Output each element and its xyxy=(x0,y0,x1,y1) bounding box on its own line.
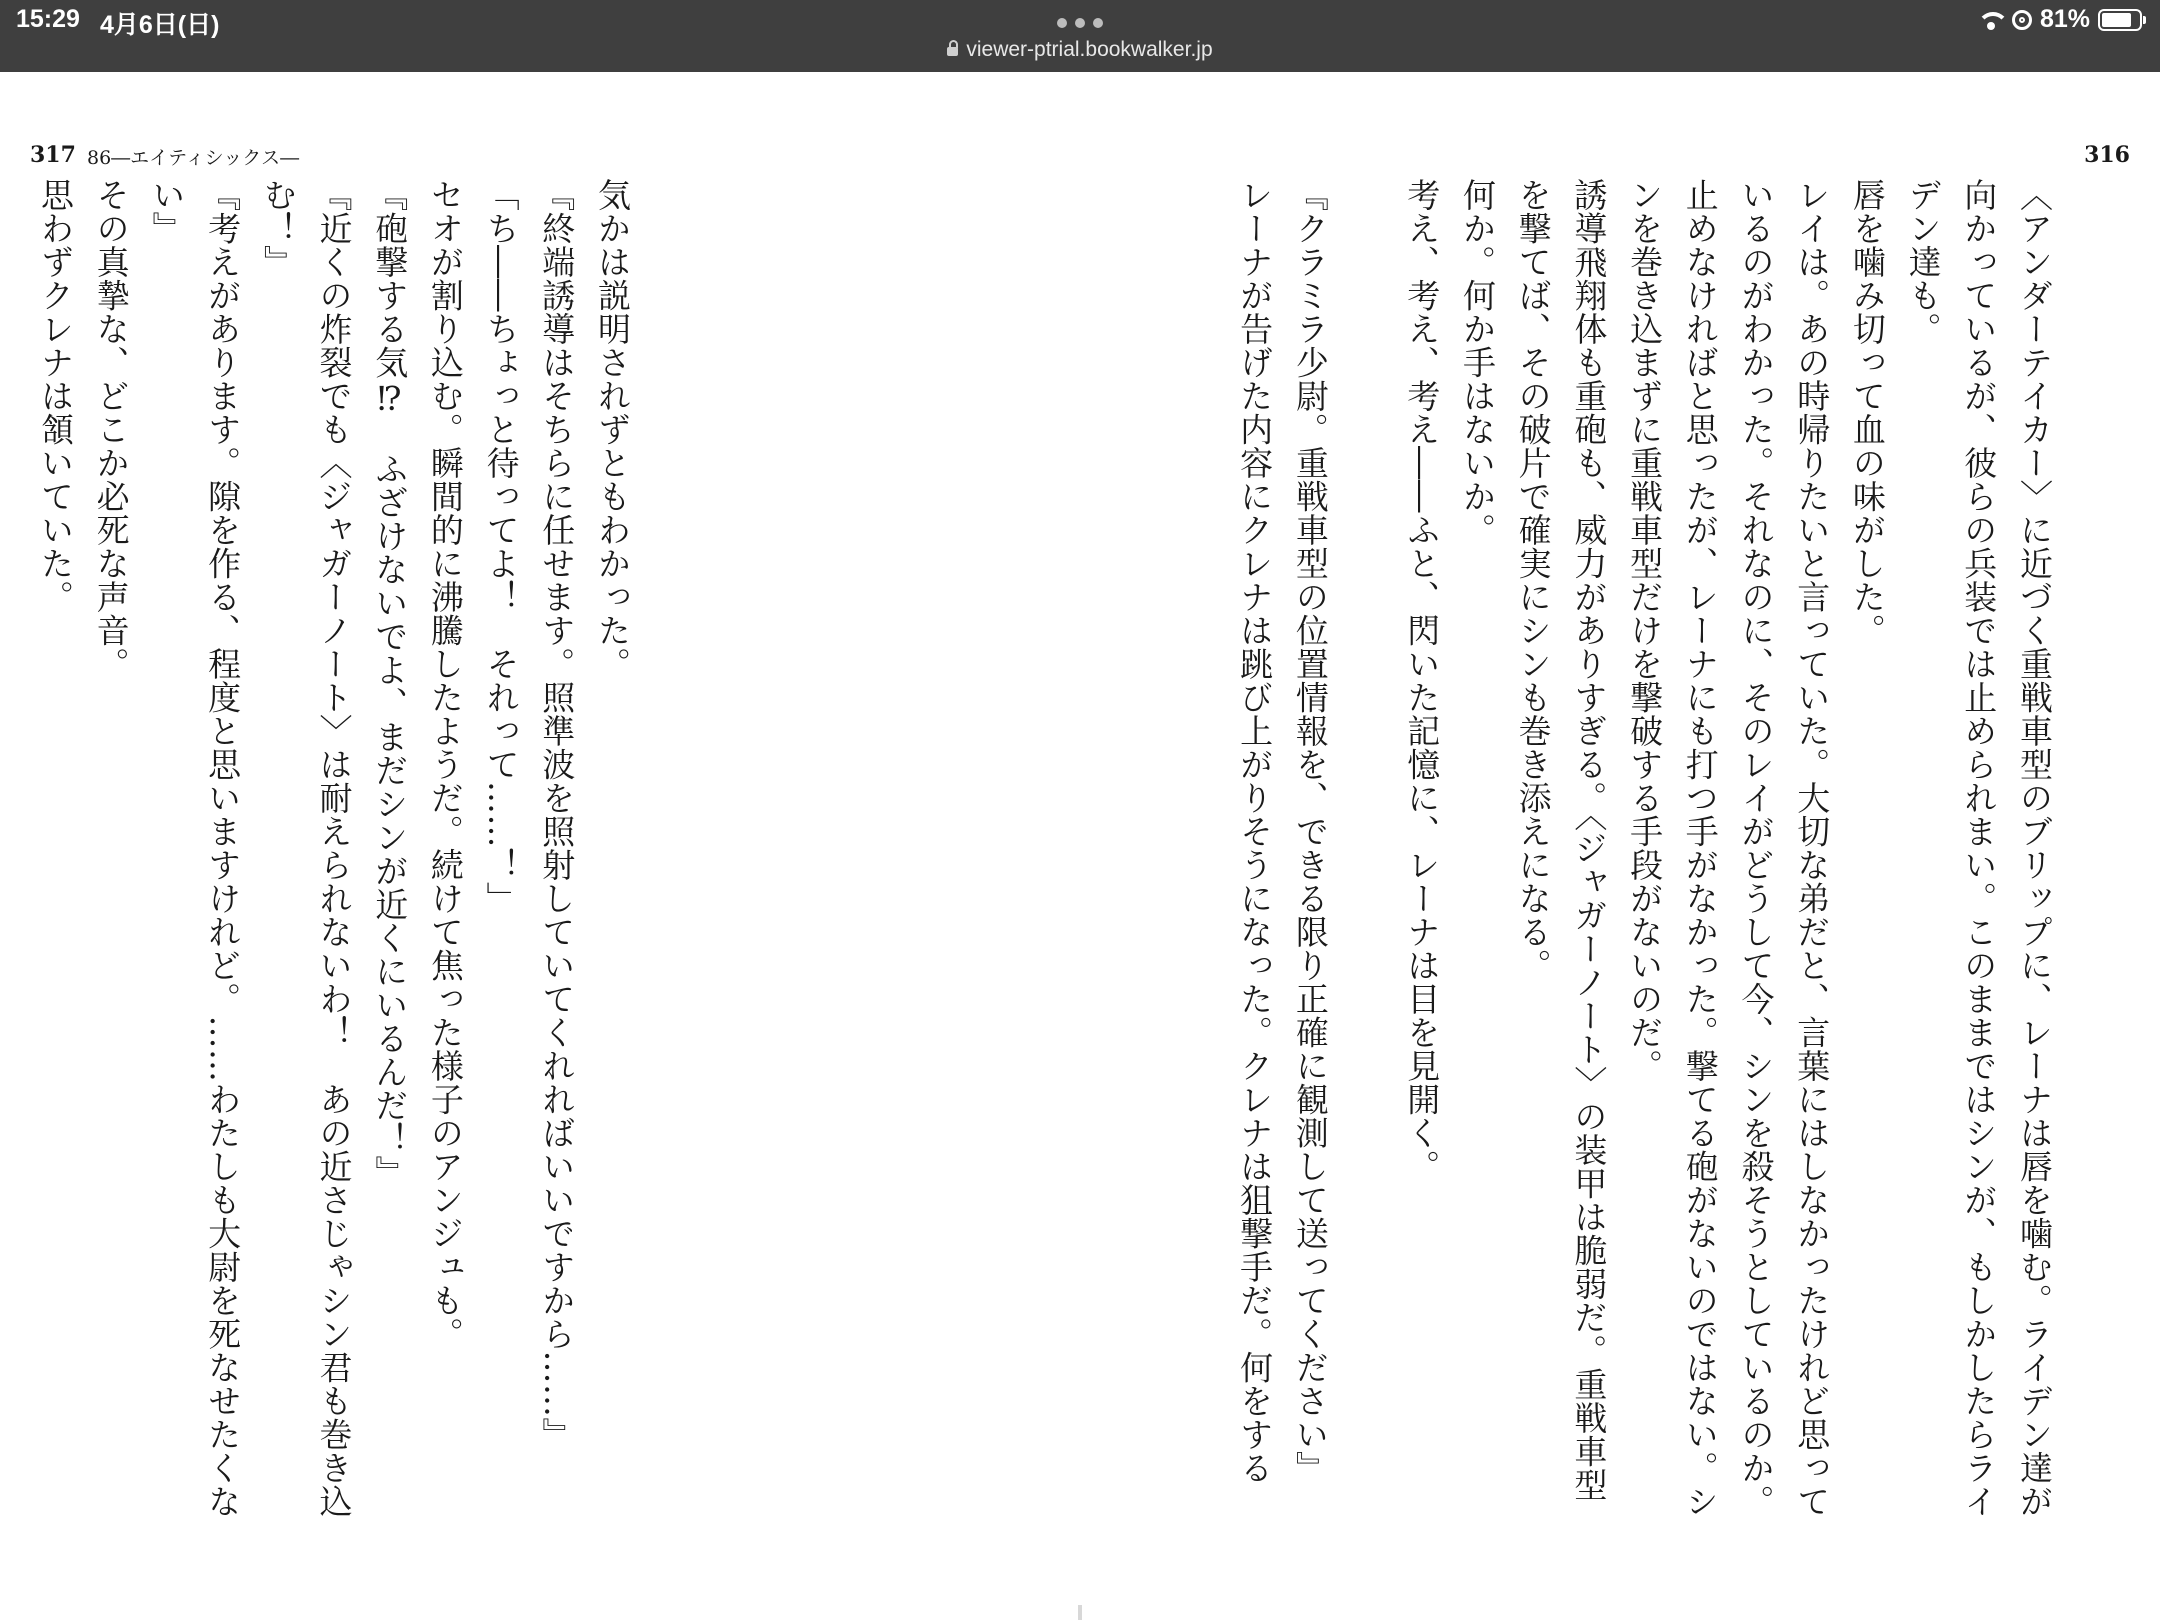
status-time: 15:29 xyxy=(16,5,80,33)
left-page-number: 317 xyxy=(30,142,76,168)
paragraph: 何か。何か手はないか。 xyxy=(1457,178,1497,547)
status-bar xyxy=(0,0,2160,72)
right-page-text xyxy=(1235,178,2062,1518)
left-page-text xyxy=(35,178,640,1518)
wifi-icon xyxy=(1978,10,2004,30)
page-indicator xyxy=(1078,1605,1082,1620)
paragraph xyxy=(0,178,27,1518)
lock-icon xyxy=(947,47,958,56)
paragraph: 『終端誘導はそちらに任せます。照準波を照射していてくれればいいですから……』 xyxy=(537,178,577,1451)
paragraph: 『考えがあります。隙を作る、程度と思いますけれど。……わたしも大尉を死なせたくない』 xyxy=(147,178,243,1518)
paragraph: 『近くの炸裂でも〈ジャガーノート〉は耐えられないわ！ あの近さじゃシン君も巻き込む！』 xyxy=(258,178,354,1518)
running-head: 86―エイティシックス― xyxy=(87,147,300,169)
url-text: viewer-ptrial.bookwalker.jp xyxy=(966,38,1213,61)
paragraph: その真摯な、どこか必死な声音。 xyxy=(91,178,131,681)
status-date: 4月6日(日) xyxy=(100,11,220,39)
paragraph: 思わずクレナは頷いていた。 xyxy=(35,178,75,614)
paragraph: 止めなければと思ったが、レーナにも打つ手がなかった。撃てる砲がないのではない。シンを巻き込まずに重戦車型だけを撃破する手段がないのだ。 xyxy=(1625,178,1720,1518)
battery-percent: 81% xyxy=(2039,5,2090,33)
address-bar[interactable] xyxy=(0,38,2160,62)
paragraph: 気かは説明されずともわかった。 xyxy=(593,178,632,681)
paragraph: 唇を噛み切って血の味がした。 xyxy=(1847,178,1887,647)
battery-fill xyxy=(2102,13,2131,27)
paragraph: 誘導飛翔体も重砲も、威力がありすぎる。〈ジャガーノート〉の装甲は脆弱だ。重戦車型を撃てば、その破片で確実にシンも巻き添えになる。 xyxy=(1513,178,1609,1502)
status-indicators xyxy=(1978,5,2142,34)
paragraph: 〈アンダーテイカー〉に近づく重戦車型のブリップに、レーナは唇を噛む。ライデン達が向かっているが、彼らの兵装では止められまい。このままではシンが、もしかしたらライデン達も。 xyxy=(1903,178,2054,1518)
battery-icon xyxy=(2098,9,2142,31)
paragraph: レイは。あの時帰りたいと言っていた。大切な弟だと、言葉にはしなかったけれど思っているのがわかった。それなのに、そのレイがどうして今、シンを殺そうとしているのか。 xyxy=(1736,178,1832,1518)
paragraph: セオが割り込む。瞬間的に沸騰したようだ。続けて焦った様子のアンジュも。 xyxy=(425,178,465,1351)
paragraph: 『砲撃する気⁉ ふざけないでよ、まだシンが近くにいるんだ！』 xyxy=(370,178,410,1189)
paragraph: レーナが告げた内容にクレナは跳び上がりそうになった。クレナは狙撃手だ。何をする xyxy=(1235,178,1275,1485)
paragraph: 考え、考え、考え――ふと、閃いた記憶に、レーナは目を見開く。 xyxy=(1402,178,1442,1183)
orientation-lock-icon xyxy=(2012,10,2032,30)
paragraph: 『クラミラ少尉。重戦車型の位置情報を、できる限り正確に観測して送ってください』 xyxy=(1290,178,1330,1485)
paragraph: 「ち――ちょっと待ってよ！ それって……！」 xyxy=(481,178,521,915)
multitasking-dots-icon[interactable] xyxy=(1057,18,1103,28)
paragraph xyxy=(1338,178,1394,1518)
right-page-number: 316 xyxy=(2084,142,2130,168)
